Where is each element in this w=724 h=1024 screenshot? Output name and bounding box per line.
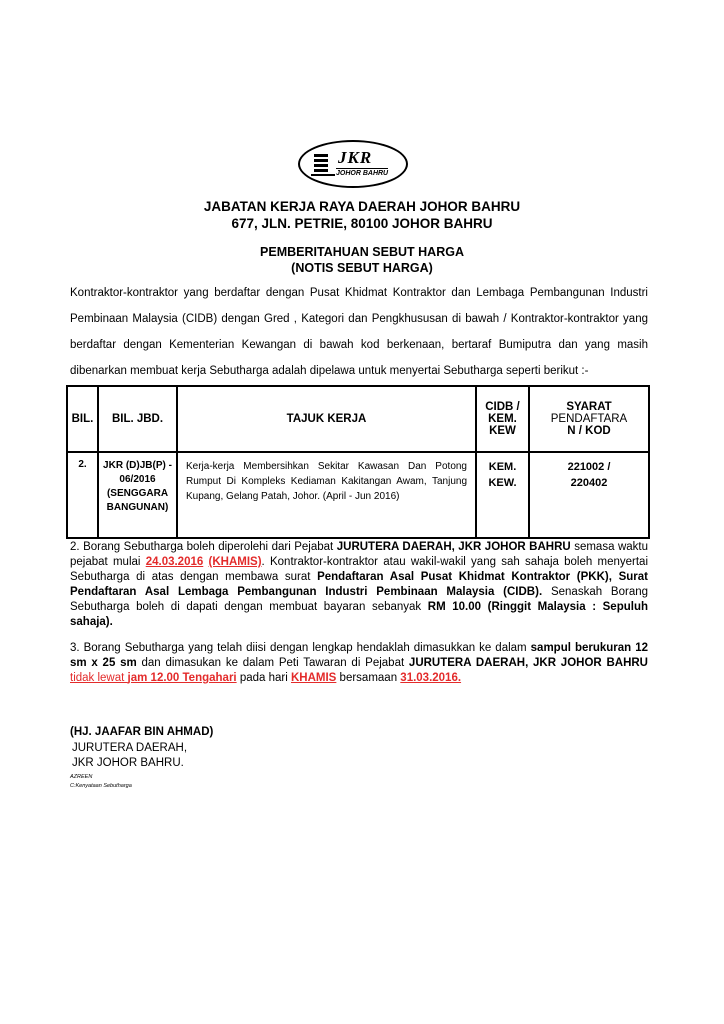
jkr-logo [298,140,408,188]
department-name: JABATAN KERJA RAYA DAERAH JOHOR BAHRU [203,199,521,214]
building-icon [310,152,336,178]
table-header-row [67,386,649,452]
header-bil: BIL. [67,386,98,452]
notice-subtitle: (NOTIS SEBUT HARGA) [291,261,433,275]
p2-text-c: semasa waktu pejabat mulai [70,541,649,568]
p3-date: 31.03.2016. [400,672,462,684]
cell-bil: 2. [67,452,98,538]
header-cidb [476,386,529,452]
cell-bil-jbd [98,452,177,538]
p3-text-c: dan dimasukan ke dalam Peti Tawaran di Pejabat [136,657,409,669]
paragraph-3 [70,641,648,686]
cell-cidb-line2: KEW. [488,477,517,489]
quotation-table [66,385,650,539]
p2-fee: RM 10.00 (Ringgit Malaysia : Sepuluh sahaja). [70,601,648,628]
file-reference: C:Kenyataan Sebutharga [70,783,132,789]
p2-date: 24.03.2016 [145,556,204,568]
p3-day: KHAMIS [290,672,337,684]
header-syarat-line2: PENDAFTARA [550,413,628,425]
header-cidb-line2: KEM. [488,413,517,425]
signatory-office: JKR JOHOR BAHRU. [72,757,184,769]
notice-title: PEMBERITAHUAN SEBUT HARGA [260,245,464,259]
cell-cidb [476,452,529,538]
header-cidb-line1: CIDB / [485,401,520,413]
header-syarat-line3: N / KOD [567,425,611,437]
cell-kod-line2: 220402 [570,477,608,489]
typist-initials: AZREEN [70,774,93,780]
p2-day: (KHAMIS) [208,556,262,568]
paragraph-2 [70,540,648,630]
header-syarat [529,386,649,452]
cell-jbd-line1: JKR (D)JB(P) - [103,460,172,471]
cell-jbd-line2: 06/2016 [119,474,156,485]
p3-deadline-time: jam 12.00 Tengahari [127,672,237,684]
p2-text-a: 2. Borang Sebutharga boleh diperolehi dari Pejabat [70,541,337,553]
p3-text-h: pada hari [236,672,291,684]
p3-text-j: bersamaan [336,672,401,684]
signatory-name: (HJ. JAAFAR BIN AHMAD) [70,726,214,738]
header-bil-jbd: BIL. JBD. [98,386,177,452]
cell-cidb-line1: KEM. [488,461,517,473]
p2-text-d: . Kontraktor-kontraktor atau wakil-wakil yang sah sahaja boleh menyertai Sebutharga di atas dengan membawa surat [70,556,648,583]
table-row [67,452,649,538]
cell-tajuk-kerja: Kerja-kerja Membersihkan Sekitar Kawasan Dan Potong Rumput Di Kompleks Kediaman Kakitangan Awam, Tanjung Kupang, Gelang Patah, Johor. (April - Jun 2016) [177,452,476,538]
p3-envelope: sampul berukuran 12 sm x 25 sm [70,642,648,669]
header-syarat-line1: SYARAT [566,401,612,413]
cell-jbd-line3: (SENGGARA [106,488,169,499]
p2-documents: Pendaftaran Asal Pusat Khidmat Kontraktor (PKK), Surat Pendaftaran Asal Lembaga Pembangunan Industri Pembinaan Malaysia (CIDB). [70,571,648,598]
p3-deadline-prefix: tidak lewat [70,672,128,684]
logo-subtext: JOHOR BAHRU [336,170,389,177]
cell-kod-line1: 221002 / [567,461,611,473]
p3-text-a: 3. Borang Sebutharga yang telah diisi dengan lengkap hendaklah dimasukkan ke dalam [70,642,531,654]
p3-office: JURUTERA DAERAH, JKR JOHOR BAHRU [408,657,648,669]
intro-paragraph: Kontraktor-kontraktor yang berdaftar dengan Pusat Khidmat Kontraktor dan Lembaga Pembangunan Industri Pembinaan Malaysia (CIDB) dengan Gred , Kategori dan Pengkhususan di bawah / Kontraktor-kontraktor yang berdaftar dengan Kementerian Kewangan di bawah kod berkenaan, bertaraf Bumiputra dan yang masih dibenarkan membuat kerja Sebutharga adalah dipelawa untuk menyertai Sebutharga seperti berikut :- [70,287,648,377]
p2-text-f: Senaskah Borang Sebutharga boleh di dapati dengan membuat bayaran sebanyak [70,586,649,613]
cell-kod [529,452,649,538]
header-tajuk-kerja: TAJUK KERJA [177,386,476,452]
signatory-position: JURUTERA DAERAH, [72,742,188,754]
department-address: 677, JLN. PETRIE, 80100 JOHOR BAHRU [231,216,493,231]
cell-jbd-line4: BANGUNAN) [106,502,169,513]
p2-office: JURUTERA DAERAH, JKR JOHOR BAHRU [336,541,571,553]
logo-text: JKR [338,148,373,167]
header-cidb-line3: KEW [489,425,516,437]
